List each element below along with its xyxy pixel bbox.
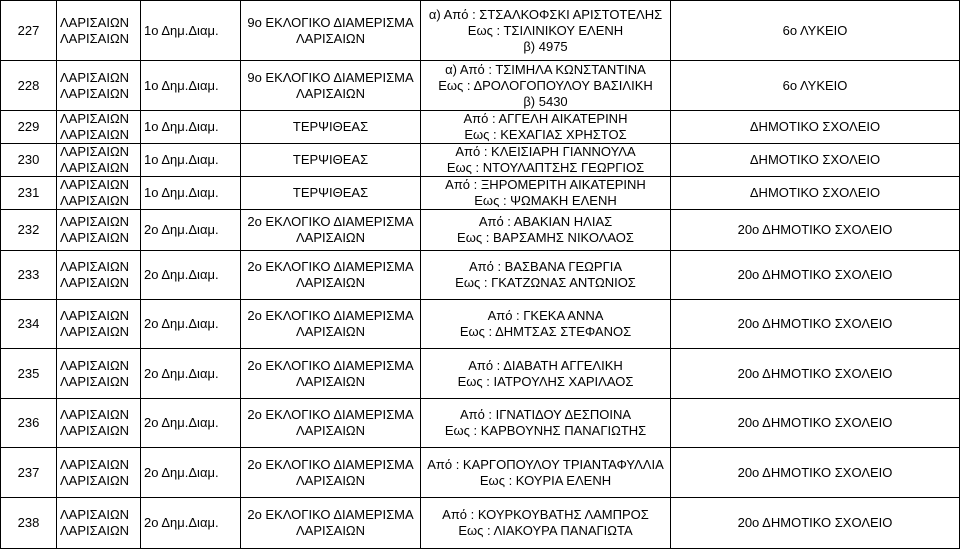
location-cell xyxy=(671,498,960,549)
station-number: 229 xyxy=(17,119,40,134)
voter-range-cell xyxy=(421,448,671,498)
voter-range-to: Εως : ΚΑΡΒΟΥΝΗΣ ΠΑΝΑΓΙΩΤΗΣ xyxy=(444,423,647,438)
location-cell xyxy=(671,61,960,111)
municipal-district: 2ο Δημ.Διαμ. xyxy=(144,222,219,237)
location-cell xyxy=(671,300,960,349)
municipal-unit-name: ΛΑΡΙΣΑΙΩΝ xyxy=(60,373,130,389)
voter-range-from: Από : ΓΚΕΚΑ ΑΝΝΑ xyxy=(487,308,604,323)
station-number-cell xyxy=(1,177,57,210)
polling-location: ΔΗΜΟΤΙΚΟ ΣΧΟΛΕΙΟ xyxy=(749,119,881,134)
voter-range-from: Από : ΙΓΝΑΤΙΔΟΥ ΔΕΣΠΟΙΝΑ xyxy=(459,407,632,422)
municipality-name: ΛΑΡΙΣΑΙΩΝ xyxy=(60,259,130,274)
polling-location: 20ο ΔΗΜΟΤΙΚΟ ΣΧΟΛΕΙΟ xyxy=(737,316,893,331)
voter-range-from: Από : ΚΑΡΓΟΠΟΥΛΟΥ ΤΡΙΑΝΤΑΦΥΛΛΙΑ xyxy=(427,456,664,472)
electoral-department-cell xyxy=(241,349,421,399)
electoral-department-cell xyxy=(241,61,421,111)
location-cell xyxy=(671,349,960,399)
municipal-unit-name: ΛΑΡΙΣΑΙΩΝ xyxy=(60,160,130,175)
voter-range-from: Από : ΑΓΓΕΛΗ ΑΙΚΑΤΕΡΙΝΗ xyxy=(463,111,628,126)
electoral-department: ΤΕΡΨΙΘΕΑΣ xyxy=(292,119,369,134)
location-cell xyxy=(671,448,960,498)
table-row xyxy=(1,300,960,349)
station-number-cell xyxy=(1,300,57,349)
voter-range-cell xyxy=(421,498,671,549)
station-number: 235 xyxy=(17,365,40,381)
electoral-department-cell xyxy=(241,1,421,61)
municipality-cell xyxy=(57,210,141,251)
municipal-unit-name: ΛΑΡΙΣΑΙΩΝ xyxy=(60,423,130,438)
municipal-district: 1ο Δημ.Διαμ. xyxy=(144,185,219,200)
location-cell xyxy=(671,144,960,177)
polling-location: ΔΗΜΟΤΙΚΟ ΣΧΟΛΕΙΟ xyxy=(749,152,881,167)
municipality-name: ΛΑΡΙΣΑΙΩΝ xyxy=(60,456,130,472)
municipality-name: ΛΑΡΙΣΑΙΩΝ xyxy=(60,507,130,522)
table-row xyxy=(1,498,960,549)
municipal-district-cell xyxy=(141,144,241,177)
table-row xyxy=(1,177,960,210)
location-cell xyxy=(671,210,960,251)
station-number-cell xyxy=(1,210,57,251)
polling-location: 6ο ΛΥΚΕΙΟ xyxy=(782,22,848,38)
polling-location: 6ο ΛΥΚΕΙΟ xyxy=(782,77,848,93)
municipal-district-cell xyxy=(141,498,241,549)
municipality-cell xyxy=(57,144,141,177)
municipality-cell xyxy=(57,1,141,61)
electoral-department-cell xyxy=(241,498,421,549)
voter-range-to: Εως : ΚΕΧΑΓΙΑΣ ΧΡΗΣΤΟΣ xyxy=(464,127,627,142)
polling-location: 20ο ΔΗΜΟΤΙΚΟ ΣΧΟΛΕΙΟ xyxy=(737,515,893,530)
voter-range-cell xyxy=(421,61,671,111)
voter-range-extra: β) 4975 xyxy=(523,38,568,54)
electoral-department: 2ο ΕΚΛΟΓΙΚΟ ΔΙΑΜΕΡΙΣΜΑ xyxy=(247,507,414,522)
municipality-name: ΛΑΡΙΣΑΙΩΝ xyxy=(60,407,130,422)
municipality-name: ΛΑΡΙΣΑΙΩΝ xyxy=(60,308,130,323)
voter-range-cell xyxy=(421,177,671,210)
electoral-department: 9ο ΕΚΛΟΓΙΚΟ ΔΙΑΜΕΡΙΣΜΑ xyxy=(247,14,414,30)
municipal-district-cell xyxy=(141,300,241,349)
electoral-department-municipality: ΛΑΡΙΣΑΙΩΝ xyxy=(295,85,366,101)
station-number: 233 xyxy=(17,267,40,282)
electoral-department-cell xyxy=(241,111,421,144)
municipal-district: 1ο Δημ.Διαμ. xyxy=(144,77,219,93)
station-number: 227 xyxy=(17,22,40,38)
station-number-cell xyxy=(1,251,57,300)
electoral-department-cell xyxy=(241,399,421,448)
polling-location: 20ο ΔΗΜΟΤΙΚΟ ΣΧΟΛΕΙΟ xyxy=(737,365,893,381)
voter-range-from: Από : ΔΙΑΒΑΤΗ ΑΓΓΕΛΙΚΗ xyxy=(468,357,623,373)
table-row xyxy=(1,111,960,144)
voter-range-cell xyxy=(421,251,671,300)
municipality-cell xyxy=(57,448,141,498)
location-cell xyxy=(671,1,960,61)
voter-range-cell xyxy=(421,1,671,61)
municipality-cell xyxy=(57,177,141,210)
electoral-department: ΤΕΡΨΙΘΕΑΣ xyxy=(292,152,369,167)
station-number: 234 xyxy=(17,316,40,331)
municipal-district: 1ο Δημ.Διαμ. xyxy=(144,152,219,167)
voter-range-extra: β) 5430 xyxy=(523,93,568,109)
municipality-cell xyxy=(57,399,141,448)
voter-range-to: Εως : ΚΟΥΡΙΑ ΕΛΕΝΗ xyxy=(479,472,612,488)
municipality-name: ΛΑΡΙΣΑΙΩΝ xyxy=(60,214,130,229)
table-row xyxy=(1,349,960,399)
municipality-cell xyxy=(57,300,141,349)
voter-range-from: Από : ΚΟΥΡΚΟΥΒΑΤΗΣ ΛΑΜΠΡΟΣ xyxy=(442,507,649,522)
voter-range-cell xyxy=(421,210,671,251)
location-cell xyxy=(671,177,960,210)
voter-range-to: Εως : ΔΗΜΤΣΑΣ ΣΤΕΦΑΝΟΣ xyxy=(459,324,632,339)
station-number-cell xyxy=(1,61,57,111)
station-number-cell xyxy=(1,111,57,144)
station-number-cell xyxy=(1,144,57,177)
voter-range-from: Από : ΞΗΡΟΜΕΡΙΤΗ ΑΙΚΑΤΕΡΙΝΗ xyxy=(445,177,646,192)
municipal-unit-name: ΛΑΡΙΣΑΙΩΝ xyxy=(60,127,130,142)
municipal-unit-name: ΛΑΡΙΣΑΙΩΝ xyxy=(60,193,130,208)
station-number-cell xyxy=(1,498,57,549)
municipality-name: ΛΑΡΙΣΑΙΩΝ xyxy=(60,69,130,85)
table-row xyxy=(1,251,960,300)
voter-range-to: Εως : ΔΡΟΛΟΓΟΠΟΥΛΟΥ ΒΑΣΙΛΙΚΗ xyxy=(438,77,653,93)
polling-location: ΔΗΜΟΤΙΚΟ ΣΧΟΛΕΙΟ xyxy=(749,185,881,200)
electoral-department: 2ο ΕΚΛΟΓΙΚΟ ΔΙΑΜΕΡΙΣΜΑ xyxy=(247,259,414,274)
municipality-cell xyxy=(57,61,141,111)
municipal-district: 2ο Δημ.Διαμ. xyxy=(144,365,219,381)
municipality-cell xyxy=(57,251,141,300)
municipal-unit-name: ΛΑΡΙΣΑΙΩΝ xyxy=(60,275,130,290)
voter-range-cell xyxy=(421,300,671,349)
station-number: 236 xyxy=(17,415,40,430)
municipality-name: ΛΑΡΙΣΑΙΩΝ xyxy=(60,177,130,192)
electoral-department: 2ο ΕΚΛΟΓΙΚΟ ΔΙΑΜΕΡΙΣΜΑ xyxy=(247,407,414,422)
electoral-department-cell xyxy=(241,144,421,177)
table-row xyxy=(1,61,960,111)
table-row xyxy=(1,448,960,498)
station-number-cell xyxy=(1,399,57,448)
voter-range-cell xyxy=(421,349,671,399)
municipality-cell xyxy=(57,111,141,144)
location-cell xyxy=(671,251,960,300)
municipal-district-cell xyxy=(141,111,241,144)
municipality-name: ΛΑΡΙΣΑΙΩΝ xyxy=(60,357,130,373)
municipal-district-cell xyxy=(141,349,241,399)
station-number-cell xyxy=(1,1,57,61)
electoral-department-municipality: ΛΑΡΙΣΑΙΩΝ xyxy=(295,373,366,389)
station-number: 228 xyxy=(17,77,40,93)
municipal-district: 1ο Δημ.Διαμ. xyxy=(144,119,219,134)
electoral-department: 2ο ΕΚΛΟΓΙΚΟ ΔΙΑΜΕΡΙΣΜΑ xyxy=(247,308,414,323)
polling-location: 20ο ΔΗΜΟΤΙΚΟ ΣΧΟΛΕΙΟ xyxy=(737,415,893,430)
voter-range-from: α) Από : ΣΤΣΑΛΚΟΦΣΚΙ ΑΡΙΣΤΟΤΕΛΗΣ xyxy=(428,6,663,22)
voter-range-cell xyxy=(421,111,671,144)
municipality-cell xyxy=(57,498,141,549)
municipal-district: 2ο Δημ.Διαμ. xyxy=(144,464,219,480)
station-number: 231 xyxy=(17,185,40,200)
station-number-cell xyxy=(1,349,57,399)
municipal-district-cell xyxy=(141,399,241,448)
municipal-unit-name: ΛΑΡΙΣΑΙΩΝ xyxy=(60,230,130,245)
polling-location: 20ο ΔΗΜΟΤΙΚΟ ΣΧΟΛΕΙΟ xyxy=(737,222,893,237)
electoral-department-cell xyxy=(241,251,421,300)
polling-location: 20ο ΔΗΜΟΤΙΚΟ ΣΧΟΛΕΙΟ xyxy=(737,267,893,282)
voter-range-cell xyxy=(421,399,671,448)
municipal-unit-name: ΛΑΡΙΣΑΙΩΝ xyxy=(60,472,130,488)
voter-range-to: Εως : ΝΤΟΥΛΑΠΤΣΗΣ ΓΕΩΡΓΙΟΣ xyxy=(446,160,645,175)
voter-range-from: Από : ΒΑΣΒΑΝΑ ΓΕΩΡΓΙΑ xyxy=(468,259,623,274)
municipality-name: ΛΑΡΙΣΑΙΩΝ xyxy=(60,144,130,159)
table-row xyxy=(1,210,960,251)
location-cell xyxy=(671,111,960,144)
electoral-department-cell xyxy=(241,300,421,349)
station-number: 237 xyxy=(17,464,40,480)
municipal-district: 2ο Δημ.Διαμ. xyxy=(144,316,219,331)
electoral-department-municipality: ΛΑΡΙΣΑΙΩΝ xyxy=(295,30,366,46)
electoral-department: 2ο ΕΚΛΟΓΙΚΟ ΔΙΑΜΕΡΙΣΜΑ xyxy=(247,456,414,472)
electoral-department-municipality: ΛΑΡΙΣΑΙΩΝ xyxy=(295,275,366,290)
electoral-department: 2ο ΕΚΛΟΓΙΚΟ ΔΙΑΜΕΡΙΣΜΑ xyxy=(247,214,414,229)
electoral-department: 9ο ΕΚΛΟΓΙΚΟ ΔΙΑΜΕΡΙΣΜΑ xyxy=(247,69,414,85)
municipal-unit-name: ΛΑΡΙΣΑΙΩΝ xyxy=(60,523,130,538)
station-number: 230 xyxy=(17,152,40,167)
municipal-district: 2ο Δημ.Διαμ. xyxy=(144,515,219,530)
table-body xyxy=(1,1,960,549)
electoral-department-municipality: ΛΑΡΙΣΑΙΩΝ xyxy=(295,230,366,245)
electoral-department-municipality: ΛΑΡΙΣΑΙΩΝ xyxy=(295,523,366,538)
municipal-district: 1ο Δημ.Διαμ. xyxy=(144,22,219,38)
voter-range-to: Εως : ΛΙΑΚΟΥΡΑ ΠΑΝΑΓΙΩΤΑ xyxy=(458,523,633,538)
electoral-department: ΤΕΡΨΙΘΕΑΣ xyxy=(292,185,369,200)
electoral-department-cell xyxy=(241,177,421,210)
municipal-district-cell xyxy=(141,251,241,300)
voter-range-to: Εως : ΨΩΜΑΚΗ ΕΛΕΝΗ xyxy=(474,193,617,208)
voter-range-to: Εως : ΙΑΤΡΟΥΛΗΣ ΧΑΡΙΛΑΟΣ xyxy=(457,373,634,389)
voter-range-to: Εως : ΒΑΡΣΑΜΗΣ ΝΙΚΟΛΑΟΣ xyxy=(457,230,634,245)
municipal-unit-name: ΛΑΡΙΣΑΙΩΝ xyxy=(60,30,130,46)
table-row xyxy=(1,144,960,177)
electoral-department-cell xyxy=(241,448,421,498)
municipal-district-cell xyxy=(141,61,241,111)
electoral-department-municipality: ΛΑΡΙΣΑΙΩΝ xyxy=(295,324,366,339)
polling-location: 20ο ΔΗΜΟΤΙΚΟ ΣΧΟΛΕΙΟ xyxy=(737,464,893,480)
station-number-cell xyxy=(1,448,57,498)
electoral-department-municipality: ΛΑΡΙΣΑΙΩΝ xyxy=(295,472,366,488)
voter-range-from: Από : ΚΛΕΙΣΙΑΡΗ ΓΙΑΝΝΟΥΛΑ xyxy=(455,144,636,159)
station-number: 232 xyxy=(17,222,40,237)
electoral-department: 2ο ΕΚΛΟΓΙΚΟ ΔΙΑΜΕΡΙΣΜΑ xyxy=(247,357,414,373)
municipal-unit-name: ΛΑΡΙΣΑΙΩΝ xyxy=(60,324,130,339)
municipality-name: ΛΑΡΙΣΑΙΩΝ xyxy=(60,14,130,30)
voter-range-from: α) Από : ΤΣΙΜΗΛΑ ΚΩΝΣΤΑΝΤΙΝΑ xyxy=(445,61,646,77)
electoral-department-municipality: ΛΑΡΙΣΑΙΩΝ xyxy=(295,423,366,438)
table-row xyxy=(1,399,960,448)
municipal-district-cell xyxy=(141,1,241,61)
municipal-district-cell xyxy=(141,210,241,251)
voter-range-to: Εως : ΓΚΑΤΖΩΝΑΣ ΑΝΤΩΝΙΟΣ xyxy=(455,275,636,290)
voter-range-cell xyxy=(421,144,671,177)
municipality-name: ΛΑΡΙΣΑΙΩΝ xyxy=(60,111,130,126)
table-row xyxy=(1,1,960,61)
municipal-district-cell xyxy=(141,448,241,498)
voter-range-to: Εως : ΤΣΙΛΙΝΙΚΟΥ ΕΛΕΝΗ xyxy=(467,22,624,38)
voter-range-from: Από : ΑΒΑΚΙΑΝ ΗΛΙΑΣ xyxy=(478,214,613,229)
location-cell xyxy=(671,399,960,448)
municipality-cell xyxy=(57,349,141,399)
municipal-district: 2ο Δημ.Διαμ. xyxy=(144,267,219,282)
station-number: 238 xyxy=(17,515,40,530)
municipal-district: 2ο Δημ.Διαμ. xyxy=(144,415,219,430)
municipal-unit-name: ΛΑΡΙΣΑΙΩΝ xyxy=(60,85,130,101)
electoral-department-cell xyxy=(241,210,421,251)
municipal-district-cell xyxy=(141,177,241,210)
